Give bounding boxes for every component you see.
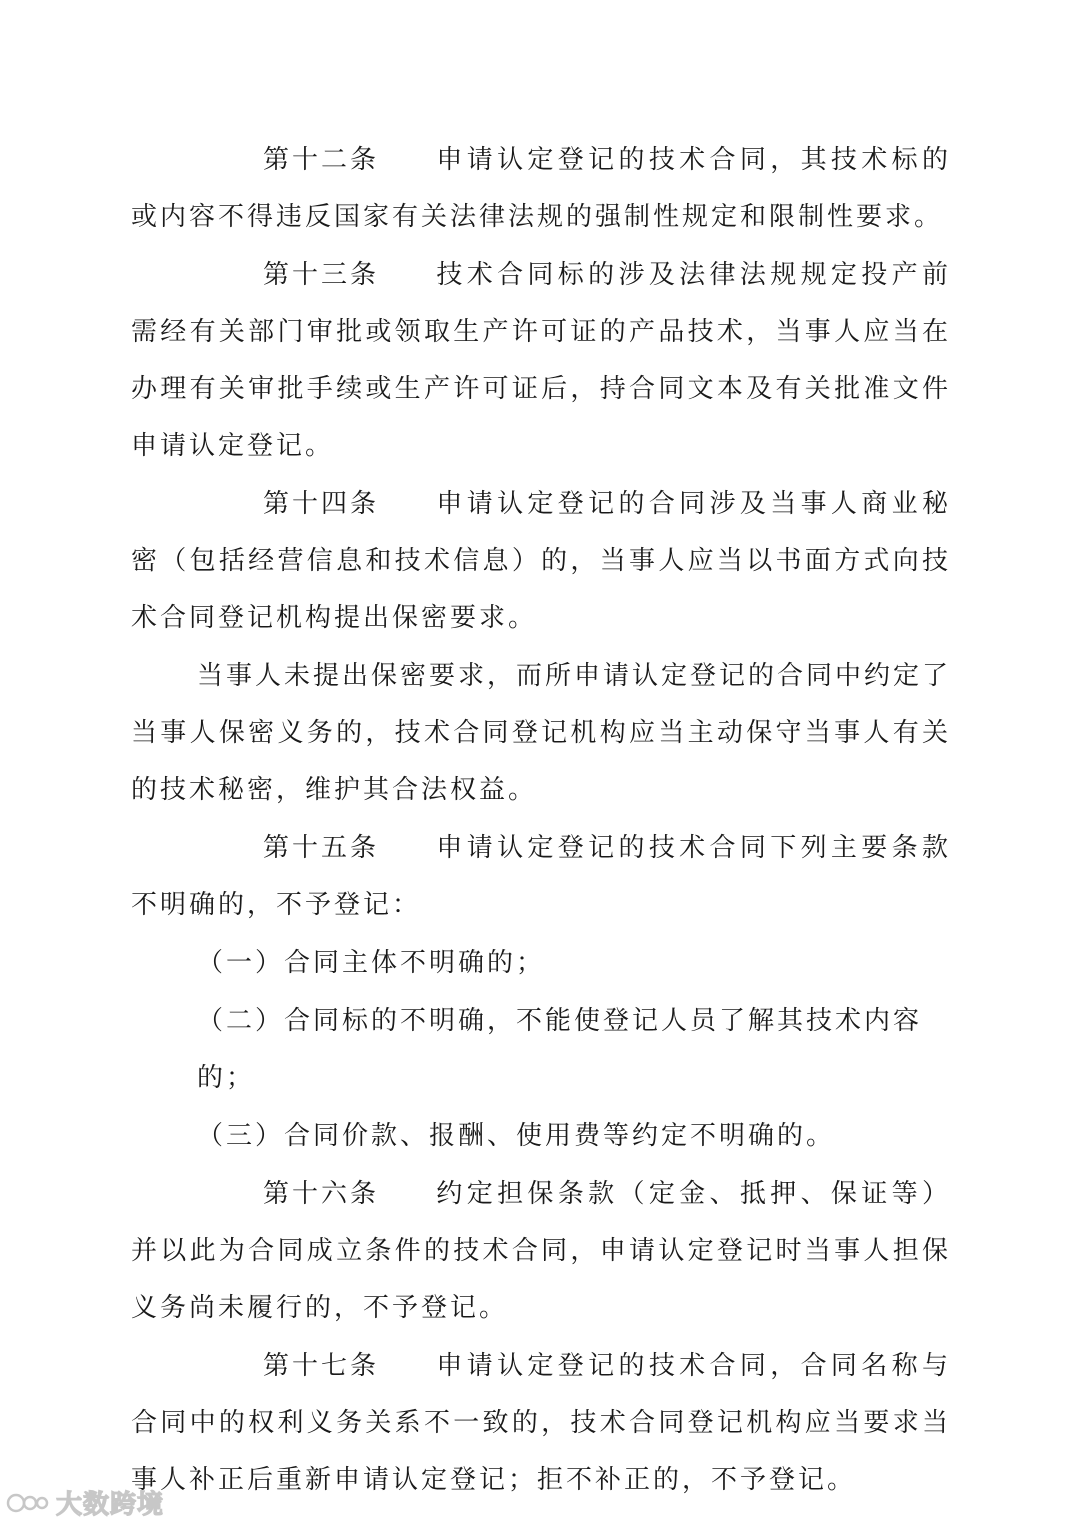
article-number: 第十七条 (263, 1351, 380, 1381)
article-text: 申请认定登记的技术合同，合同名称与合同中的权利义务关系不一致的，技术合同登记机构应当要求当事人补正后重新申请认定登记；拒不补正的，不予登记。 (131, 1351, 951, 1495)
article-text: 技术合同标的涉及法律法规规定投产前需经有关部门审批或领取生产许可证的产品技术，当事人应当在办理有关审批手续或生产许可证后，持合同文本及有关批准文件申请认定登记。 (131, 260, 951, 461)
article-text: 申请认定登记的合同涉及当事人商业秘密（包括经营信息和技术信息）的，当事人应当以书面方式向技术合同登记机构提出保密要求。 (131, 489, 951, 633)
article-15 (131, 820, 951, 934)
watermark (6, 1484, 164, 1521)
article-17 (131, 1338, 951, 1509)
article-number: 第十五条 (263, 833, 380, 863)
article-text: 申请认定登记的技术合同下列主要条款不明确的，不予登记： (131, 833, 951, 920)
article-15-item-1: （一）合同主体不明确的； (197, 948, 546, 978)
article-12 (131, 132, 951, 246)
article-text: 申请认定登记的技术合同，其技术标的或内容不得违反国家有关法律法规的强制性规定和限制性要求。 (131, 145, 951, 232)
article-14 (131, 476, 951, 647)
article-text: 约定担保条款（定金、抵押、保证等）并以此为合同成立条件的技术合同，申请认定登记时当事人担保义务尚未履行的，不予登记。 (131, 1179, 951, 1323)
article-number: 第十六条 (263, 1179, 380, 1209)
article-15-item-2: （二）合同标的不明确，不能使登记人员了解其技术内容的； (197, 1006, 923, 1093)
article-15-item-3: （三）合同价款、报酬、使用费等约定不明确的。 (197, 1121, 836, 1151)
article-number: 第十四条 (263, 489, 380, 519)
article-14-followup: 当事人未提出保密要求，而所申请认定登记的合同中约定了当事人保密义务的，技术合同登记机构应当主动保守当事人有关的技术秘密，维护其合法权益。 (131, 661, 952, 805)
article-16 (131, 1166, 951, 1337)
article-number: 第十二条 (263, 145, 380, 175)
watermark-logo-icon (6, 1490, 50, 1516)
article-number: 第十三条 (263, 260, 380, 290)
document-body (131, 132, 951, 1510)
article-13 (131, 247, 951, 475)
watermark-text: 大数跨境 (56, 1490, 165, 1520)
